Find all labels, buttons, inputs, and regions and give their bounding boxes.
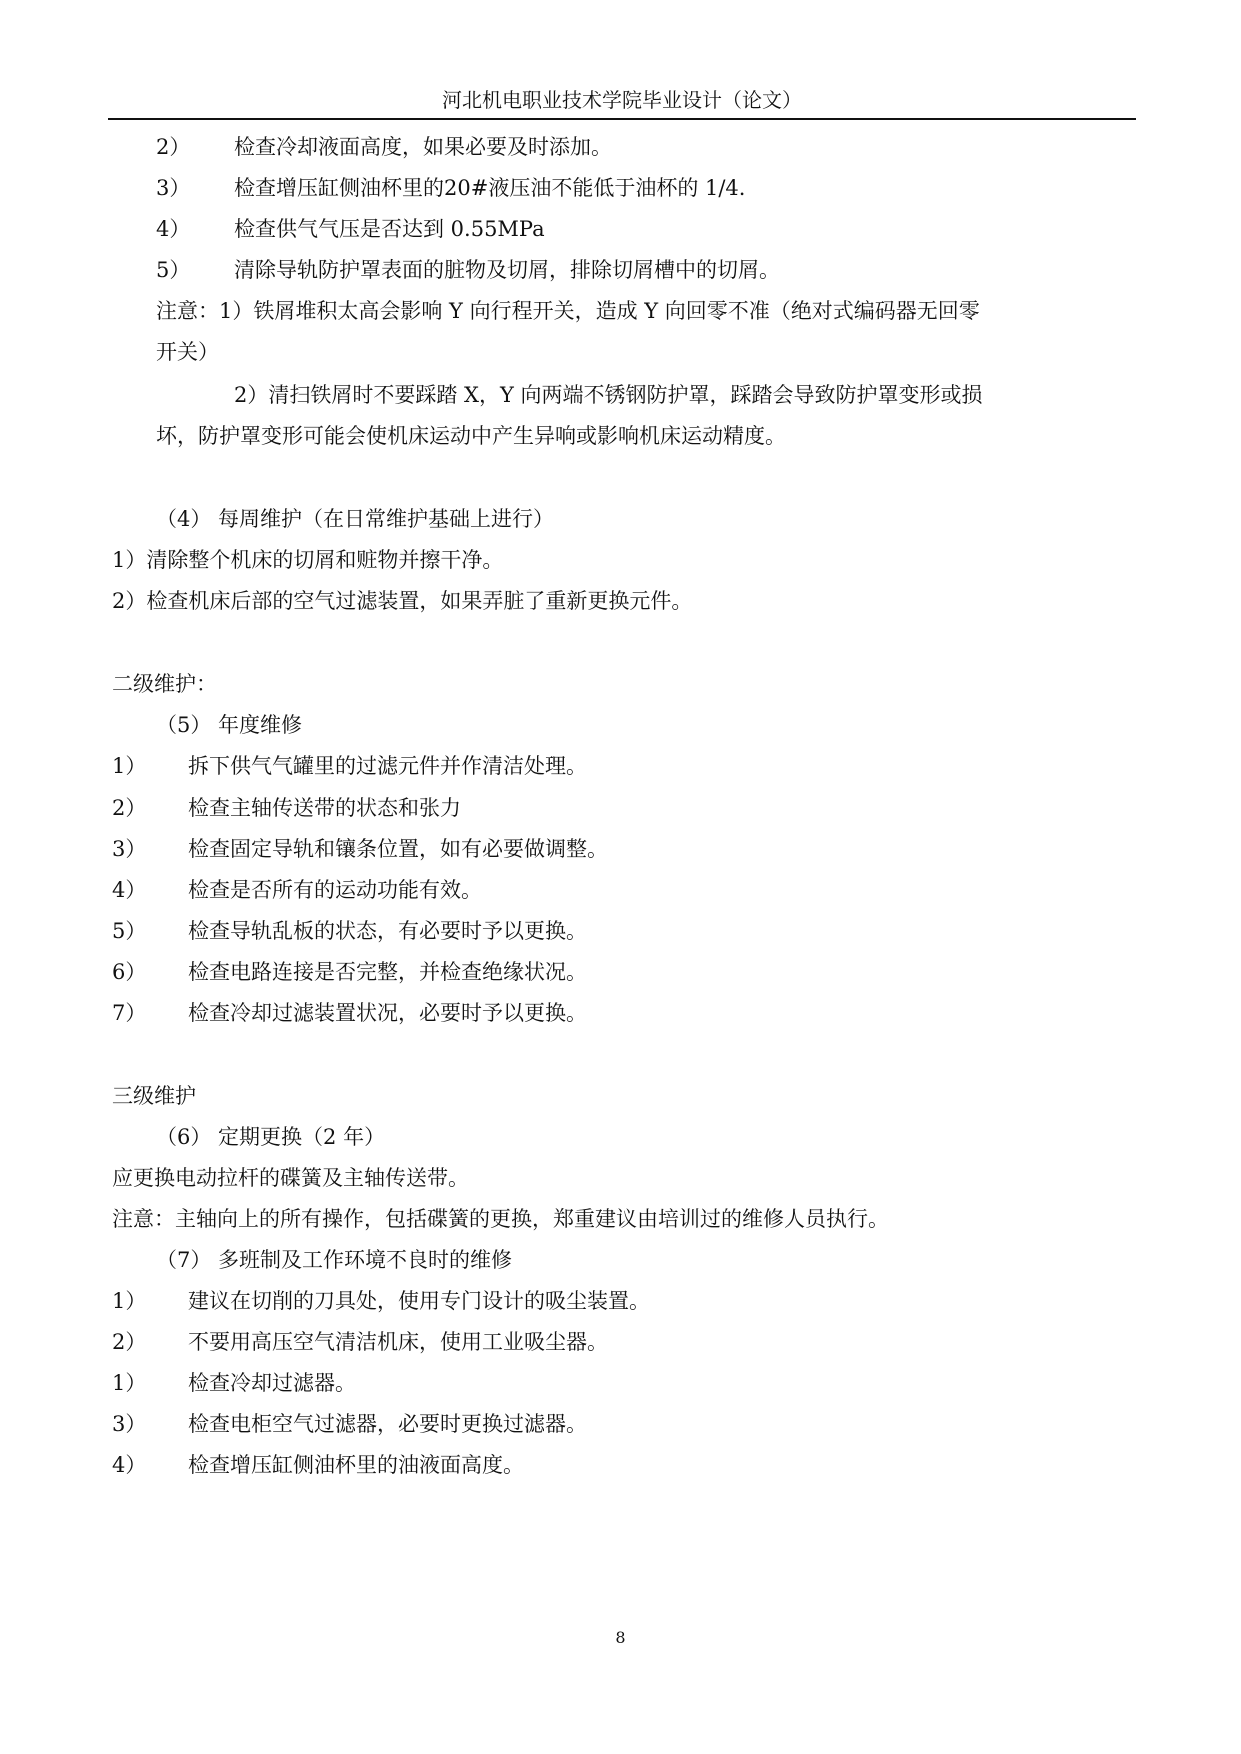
list-item-number: 7） (112, 1001, 147, 1025)
section-heading: （4） 每周维护（在日常维护基础上进行） (156, 507, 555, 531)
list-item-text: 检查固定导轨和镶条位置，如有必要做调整。 (188, 837, 608, 861)
list-item-number: 2） (112, 796, 147, 820)
list-item-text: 检查增压缸侧油杯里的油液面高度。 (188, 1453, 524, 1477)
list-item-text: 检查电路连接是否完整，并检查绝缘状况。 (188, 960, 587, 984)
list-item-text: 检查导轨乱板的状态，有必要时予以更换。 (188, 919, 587, 943)
list-item-text: 清除导轨防护罩表面的脏物及切屑，排除切屑槽中的切屑。 (234, 258, 780, 282)
list-item-number: 4） (156, 217, 191, 241)
page-header-title: 河北机电职业技术学院毕业设计（论文） (442, 88, 802, 112)
list-item-number: 2） (156, 135, 191, 159)
list-item-text: 检查电柜空气过滤器，必要时更换过滤器。 (188, 1412, 587, 1436)
header-divider (108, 118, 1136, 120)
page-number: 8 (615, 1628, 626, 1647)
note-line: 2）清扫铁屑时不要踩踏 X，Y 向两端不锈钢防护罩，踩踏会导致防护罩变形或损 (234, 383, 983, 407)
section-title: 二级维护： (112, 672, 217, 696)
list-item-number: 3） (156, 176, 191, 200)
list-item-text: 检查冷却过滤装置状况，必要时予以更换。 (188, 1001, 587, 1025)
list-item-text: 1）清除整个机床的切屑和赃物并擦干净。 (112, 548, 504, 572)
note-line: 开关） (156, 340, 219, 364)
list-item-number: 1） (112, 754, 147, 778)
list-item-number: 4） (112, 878, 147, 902)
list-item-text: 检查供气气压是否达到 0.55MPa (234, 217, 545, 241)
note-line: 注意：主轴向上的所有操作，包括碟簧的更换，郑重建议由培训过的维修人员执行。 (112, 1207, 889, 1231)
list-item-number: 3） (112, 837, 147, 861)
list-item-number: 3） (112, 1412, 147, 1436)
list-item-text: 检查增压缸侧油杯里的20#液压油不能低于油杯的 1/4. (234, 176, 746, 200)
list-item-text: 建议在切削的刀具处，使用专门设计的吸尘装置。 (188, 1289, 650, 1313)
note-line: 注意：1）铁屑堆积太高会影响 Y 向行程开关，造成 Y 向回零不准（绝对式编码器无回零 (156, 299, 980, 323)
paragraph-text: 应更换电动拉杆的碟簧及主轴传送带。 (112, 1166, 469, 1190)
list-item-number: 1） (112, 1289, 147, 1313)
section-heading: （6） 定期更换（2 年） (156, 1125, 386, 1149)
list-item-text: 检查主轴传送带的状态和张力 (188, 796, 461, 820)
list-item-number: 5） (112, 919, 147, 943)
section-title: 三级维护 (112, 1084, 196, 1108)
section-heading: （5） 年度维修 (156, 713, 303, 737)
list-item-number: 4） (112, 1453, 147, 1477)
list-item-text: 检查冷却液面高度，如果必要及时添加。 (234, 135, 612, 159)
list-item-text: 2）检查机床后部的空气过滤装置，如果弄脏了重新更换元件。 (112, 589, 693, 613)
list-item-number: 2） (112, 1330, 147, 1354)
list-item-number: 6） (112, 960, 147, 984)
list-item-text: 不要用高压空气清洁机床，使用工业吸尘器。 (188, 1330, 608, 1354)
list-item-text: 检查是否所有的运动功能有效。 (188, 878, 482, 902)
note-line: 坏，防护罩变形可能会使机床运动中产生异响或影响机床运动精度。 (156, 424, 786, 448)
section-heading: （7） 多班制及工作环境不良时的维修 (156, 1248, 513, 1272)
list-item-number: 5） (156, 258, 191, 282)
list-item-text: 拆下供气气罐里的过滤元件并作清洁处理。 (188, 754, 587, 778)
list-item-text: 检查冷却过滤器。 (188, 1371, 356, 1395)
list-item-number: 1） (112, 1371, 147, 1395)
